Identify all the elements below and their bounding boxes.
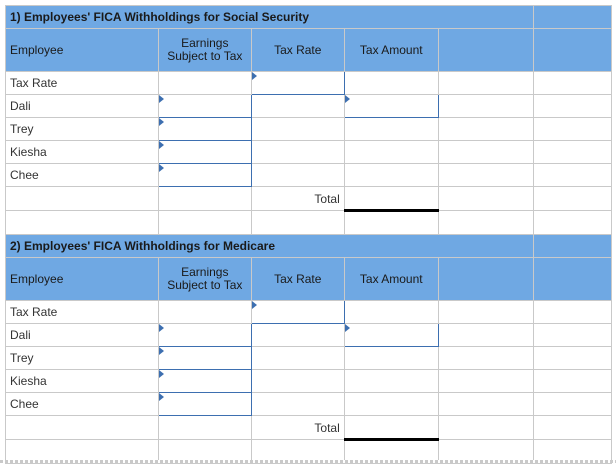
header-employee: Employee: [6, 29, 159, 72]
table-row: [6, 164, 612, 187]
earnings-input[interactable]: [158, 95, 251, 118]
table-row: [6, 324, 612, 347]
header-employee: Employee: [6, 258, 159, 301]
row-label: Tax Rate: [6, 301, 159, 324]
table-row: [6, 72, 612, 95]
tax-amount-input[interactable]: [344, 95, 438, 118]
table-row: [6, 118, 612, 141]
section1-title: 1) Employees' FICA Withholdings for Social Security: [6, 6, 534, 29]
table-row: [6, 393, 612, 416]
header-tax-amount: Tax Amount: [344, 258, 438, 301]
earnings-input[interactable]: [158, 370, 251, 393]
header-tax-amount: Tax Amount: [344, 29, 438, 72]
total-input[interactable]: [344, 187, 438, 211]
row-label: Trey: [6, 118, 159, 141]
earnings-input[interactable]: [158, 141, 251, 164]
earnings-input[interactable]: [158, 347, 251, 370]
row-label: Chee: [6, 393, 159, 416]
table-row: [6, 95, 612, 118]
total-input[interactable]: [344, 416, 438, 440]
section2-header-row: [6, 258, 612, 301]
earnings-input[interactable]: [158, 393, 251, 416]
header-earnings: Earnings Subject to Tax: [158, 258, 251, 301]
section2-title: 2) Employees' FICA Withholdings for Medicare: [6, 235, 534, 258]
header-tax-rate: Tax Rate: [251, 258, 344, 301]
earnings-input[interactable]: [158, 118, 251, 141]
tax-rate-input[interactable]: [251, 72, 344, 95]
table-row: [6, 301, 612, 324]
row-label: Dali: [6, 95, 159, 118]
total-row: [6, 187, 612, 211]
row-label: Chee: [6, 164, 159, 187]
section2-title-row: [6, 235, 612, 258]
section1-title-row: [6, 6, 612, 29]
worksheet: [5, 5, 613, 464]
total-row: [6, 416, 612, 440]
table-row: [6, 141, 612, 164]
total-label: Total: [251, 187, 344, 211]
earnings-input[interactable]: [158, 164, 251, 187]
total-label: Total: [251, 416, 344, 440]
earnings-input[interactable]: [158, 324, 251, 347]
header-tax-rate: Tax Rate: [251, 29, 344, 72]
row-label: Kiesha: [6, 141, 159, 164]
header-earnings: Earnings Subject to Tax: [158, 29, 251, 72]
table-row: [6, 347, 612, 370]
tax-amount-input[interactable]: [344, 324, 438, 347]
scroll-edge: [0, 460, 616, 463]
fica-worksheet-table: [5, 5, 612, 464]
row-label: Dali: [6, 324, 159, 347]
tax-rate-input[interactable]: [251, 301, 344, 324]
section1-header-row: [6, 29, 612, 72]
row-label: Kiesha: [6, 370, 159, 393]
table-row: [6, 370, 612, 393]
row-label: Tax Rate: [6, 72, 159, 95]
row-label: Trey: [6, 347, 159, 370]
